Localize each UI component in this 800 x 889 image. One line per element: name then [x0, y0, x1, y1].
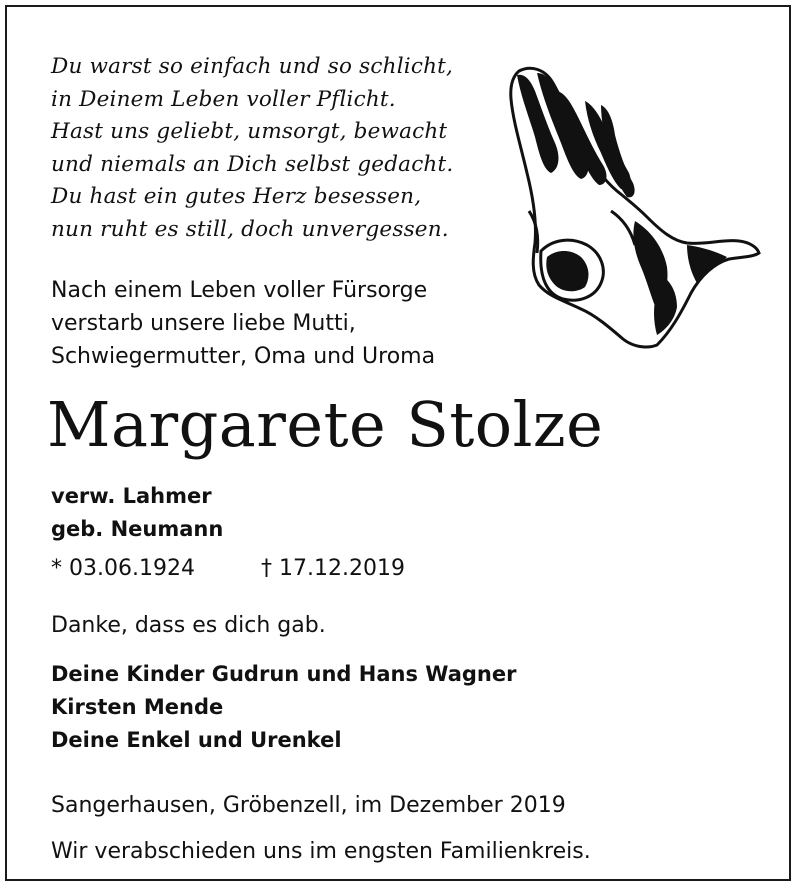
- intro-line: verstarb unsere liebe Mutti,: [51, 311, 356, 336]
- intro-line: Schwiegermutter, Oma und Uroma: [51, 344, 436, 369]
- intro-text: [51, 274, 435, 373]
- birth-name: geb. Neumann: [51, 517, 224, 541]
- deceased-name: Margarete Stolze: [47, 388, 604, 461]
- obituary-frame: [5, 5, 791, 881]
- poem-line: Du hast ein gutes Herz besessen,: [51, 184, 422, 209]
- poem-line: in Deinem Leben voller Pflicht.: [51, 86, 396, 112]
- poem: [51, 51, 453, 246]
- poem-line: und niemals an Dich selbst gedacht.: [51, 151, 454, 177]
- birth-date: * 03.06.1924: [51, 556, 195, 581]
- place-date: Sangerhausen, Gröbenzell, im Dezember 2019: [51, 793, 566, 818]
- farewell-note: Wir verabschieden uns im engsten Familienkreis.: [51, 839, 591, 864]
- death-date: † 17.12.2019: [261, 556, 405, 581]
- mourner-line: Deine Enkel und Urenkel: [51, 728, 342, 752]
- mourner-line: Kirsten Mende: [51, 695, 224, 719]
- intro-line: Nach einem Leben voller Fürsorge: [51, 278, 428, 303]
- poem-line: Du warst so einfach und so schlicht,: [51, 54, 454, 79]
- poem-line: nun ruht es still, doch unvergessen.: [51, 216, 449, 242]
- former-names: [51, 480, 223, 546]
- thanks-text: Danke, dass es dich gab.: [51, 613, 326, 638]
- mourners: [51, 658, 516, 757]
- life-dates: [51, 553, 405, 585]
- mourner-line: Deine Kinder Gudrun und Hans Wagner: [51, 662, 517, 686]
- widowed-name: verw. Lahmer: [51, 484, 212, 508]
- poem-line: Hast uns geliebt, umsorgt, bewacht: [51, 119, 448, 144]
- praying-hands-icon: [501, 61, 763, 351]
